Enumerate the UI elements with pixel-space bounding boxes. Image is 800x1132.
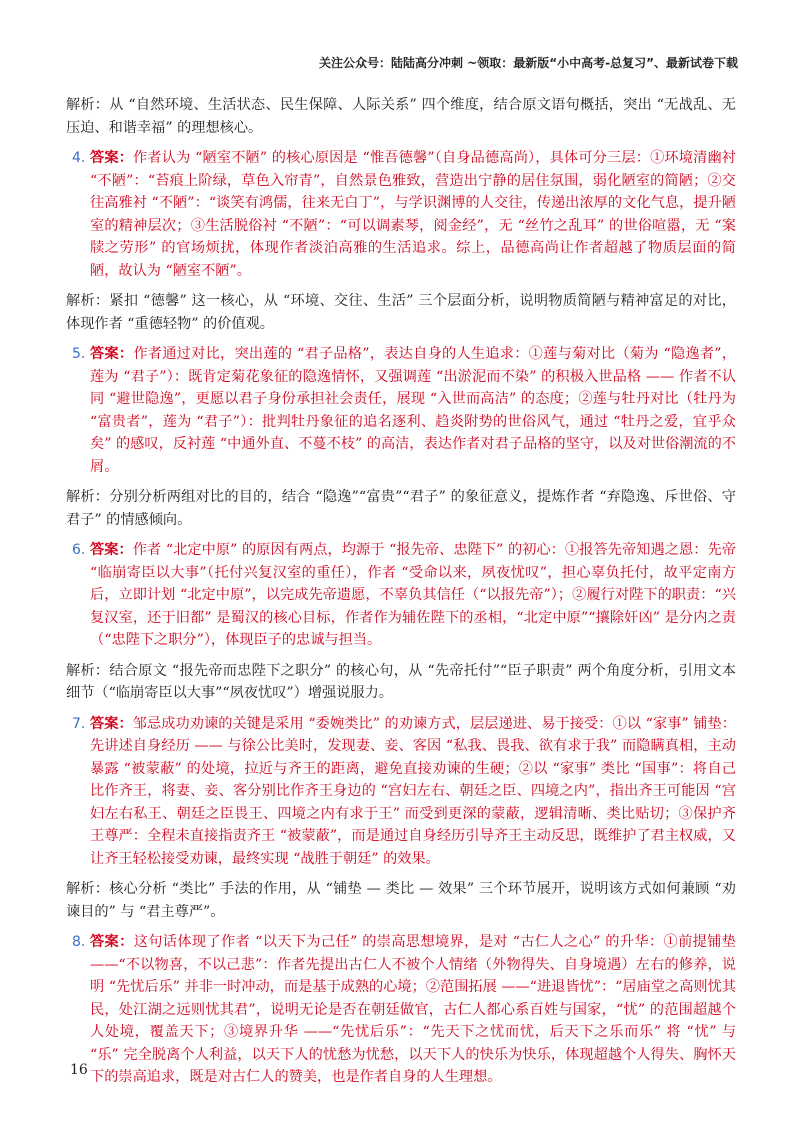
answer-text: 作者认为 “陋室不陋” 的核心原因是 “惟吾德馨”（自身品德高尚），具体可分三层：①环境清幽衬 “不陋”：“苔痕上阶绿，草色入帘青”，自然景色雅致，营造出宁静的居住氛围，弱化陋室的简陋；②交往高雅衬 “不陋”：“谈笑有鸿儒，往来无白丁”，与学识渊博的人交往，传递出浓厚的文化气息，提升陋室的精神层次；③生活脱俗衬 “不陋”：“可以调素琴，阅金经”，无 “丝竹之乱耳” 的世俗喧嚣，无 “案牍之劳形” 的官场烦扰，体现作者淡泊高雅的生活追求。综上，品德高尚让作者超越了物质层面的简陋，故认为 “陋室不陋”。 bbox=[90, 150, 736, 279]
answer-label: 答案： bbox=[90, 346, 134, 362]
analysis-text: 紧扣 “德馨” 这一核心，从 “环境、交往、生活” 三个层面分析，说明物质简陋与精神富足的对比，体现作者 “重德轻物” 的价值观。 bbox=[66, 293, 736, 332]
analysis-paragraph bbox=[66, 486, 736, 531]
analysis-label: 解析： bbox=[66, 489, 110, 505]
analysis-paragraph bbox=[66, 878, 736, 923]
answer-label: 答案： bbox=[90, 542, 133, 558]
analysis-label: 解析： bbox=[66, 662, 110, 679]
answer-label: 答案： bbox=[90, 150, 134, 166]
answer-text: 作者通过对比，突出莲的 “君子品格”，表达自身的人生追求：①莲与菊对比（菊为 “隐逸者”，莲为 “君子”）：既肯定菊花象征的隐逸情怀，又强调莲 “出淤泥而不染” 的积极入世品格 —— 作者不认同 “避世隐逸”，更愿以君子身份承担社会责任，展现 “入世而高洁” 的态度；②莲与牡丹对比（牡丹为 “富贵者”，莲为 “君子”）：批判牡丹象征的追名逐利、趋炎附势的世俗风气，通过 “牡丹之爱，宜乎众矣” 的感叹，反衬莲 “中通外直、不蔓不枝” 的高洁，表达作者对君子品格的坚守，以及对世俗潮流的不屑。 bbox=[90, 346, 736, 475]
answer-label: 答案： bbox=[90, 715, 133, 732]
analysis-label: 解析： bbox=[66, 97, 110, 113]
answer-text: 邹忌成功劝谏的关键是采用 “委婉类比” 的劝谏方式，层层递进、易于接受：①以 “家事” 铺垫：先讲述自身经历 —— 与徐公比美时，发现妻、妾、客因 “私我、畏我、欲有求于我” 而隐瞒真相，主动暴露 “被蒙蔽” 的处境，拉近与齐王的距离，避免直接劝谏的生硬；②以 “家事” 类比 “国事”：将自己比作齐王，将妻、妾、客分别比作齐王身边的 “宫妇左右、朝廷之臣、四境之内”，指出齐王可能因 “宫妇左右私王、朝廷之臣畏王、四境之内有求于王” 而受到更深的蒙蔽，逻辑清晰、类比贴切；③保护齐王尊严：全程未直接指责齐王 “被蒙蔽”，而是通过自身经历引导齐王主动反思，既维护了君主权威，又让齐王轻松接受劝谏，最终实现 “战胜于朝廷” 的效果。 bbox=[90, 715, 736, 867]
analysis-text: 核心分析 “类比” 手法的作用，从 “铺垫 — 类比 — 效果” 三个环节展开，说明该方式如何兼顾 “劝谏目的” 与 “君主尊严”。 bbox=[66, 881, 736, 920]
analysis-text: 从 “自然环境、生活状态、民生保障、人际关系” 四个维度，结合原文语句概括，突出 “无战乱、无压迫、和谐幸福” 的理想核心。 bbox=[66, 97, 736, 136]
analysis-paragraph bbox=[66, 660, 736, 705]
item-number: 5. bbox=[72, 346, 86, 362]
item-number: 4. bbox=[72, 150, 86, 166]
analysis-label: 解析： bbox=[66, 293, 110, 309]
answer-text: 这句话体现了作者 “以天下为己任” 的崇高思想境界，是对 “古仁人之心” 的升华：①前提铺垫 ——“不以物喜，不以己悲”：作者先提出古仁人不被个人情绪（外物得失、自身境遇）左右的修养，说明 “先忧后乐” 并非一时冲动，而是基于成熟的心境；②范围拓展 ——“进退皆忧”：“居庙堂之高则忧其民，处江湖之远则忧其君”，说明无论是否在朝廷做官，古仁人都心系百姓与国家，“忧” 的范围超越个人处境，覆盖天下；③境界升华 ——“先忧后乐”：“先天下之忧而忧，后天下之乐而乐” 将 “忧” 与 “乐” 完全脱离个人利益，以天下人的忧愁为忧愁，以天下人的快乐为快乐，体现超越个人得失、胸怀天下的崇高追求，既是对古仁人的赞美，也是作者自身的人生理想。 bbox=[90, 934, 736, 1085]
answer-item-8 bbox=[66, 931, 736, 1089]
analysis-text: 分别分析两组对比的目的，结合 “隐逸”“富贵”“君子” 的象征意义，提炼作者 “弃隐逸、斥世俗、守君子” 的情感倾向。 bbox=[66, 489, 736, 528]
answer-item-6 bbox=[66, 539, 736, 652]
page-header: 关注公众号：陆陆高分冲刺 ~领取：最新版“小中高考-总复习”、最新试卷下载 bbox=[319, 56, 738, 70]
answer-item-5 bbox=[66, 343, 736, 478]
analysis-paragraph bbox=[66, 290, 736, 335]
item-number: 6. bbox=[72, 542, 86, 558]
answer-item-7 bbox=[66, 713, 736, 871]
answer-label: 答案： bbox=[90, 934, 134, 950]
analysis-paragraph bbox=[66, 94, 736, 139]
analysis-label: 解析： bbox=[66, 881, 110, 897]
page-content bbox=[66, 94, 736, 1097]
answer-text: 作者 “北定中原” 的原因有两点，均源于 “报先帝、忠陛下” 的初心：①报答先帝知遇之恩：先帝 “临崩寄臣以大事”（托付兴复汉室的重任），作者 “受命以来，夙夜忧叹”，担心辜负托付，故平定南方后，立即计划 “北定中原”，以完成先帝遗愿，不辜负其信任（“以报先帝”）；②履行对陛下的职责：“兴复汉室，还于旧都” 是蜀汉的核心目标，作者作为辅佐陛下的丞相，“北定中原”“攘除奸凶” 是分内之责（“忠陛下之职分”），体现臣子的忠诚与担当。 bbox=[90, 542, 736, 648]
analysis-text: 结合原文 “报先帝而忠陛下之职分” 的核心句，从 “先帝托付”“臣子职责” 两个角度分析，引用文本细节（“临崩寄臣以大事”“夙夜忧叹”）增强说服力。 bbox=[66, 662, 736, 701]
answer-item-4 bbox=[66, 147, 736, 282]
page-number: 16 bbox=[70, 1062, 88, 1078]
item-number: 7. bbox=[72, 715, 86, 732]
item-number: 8. bbox=[72, 934, 86, 950]
